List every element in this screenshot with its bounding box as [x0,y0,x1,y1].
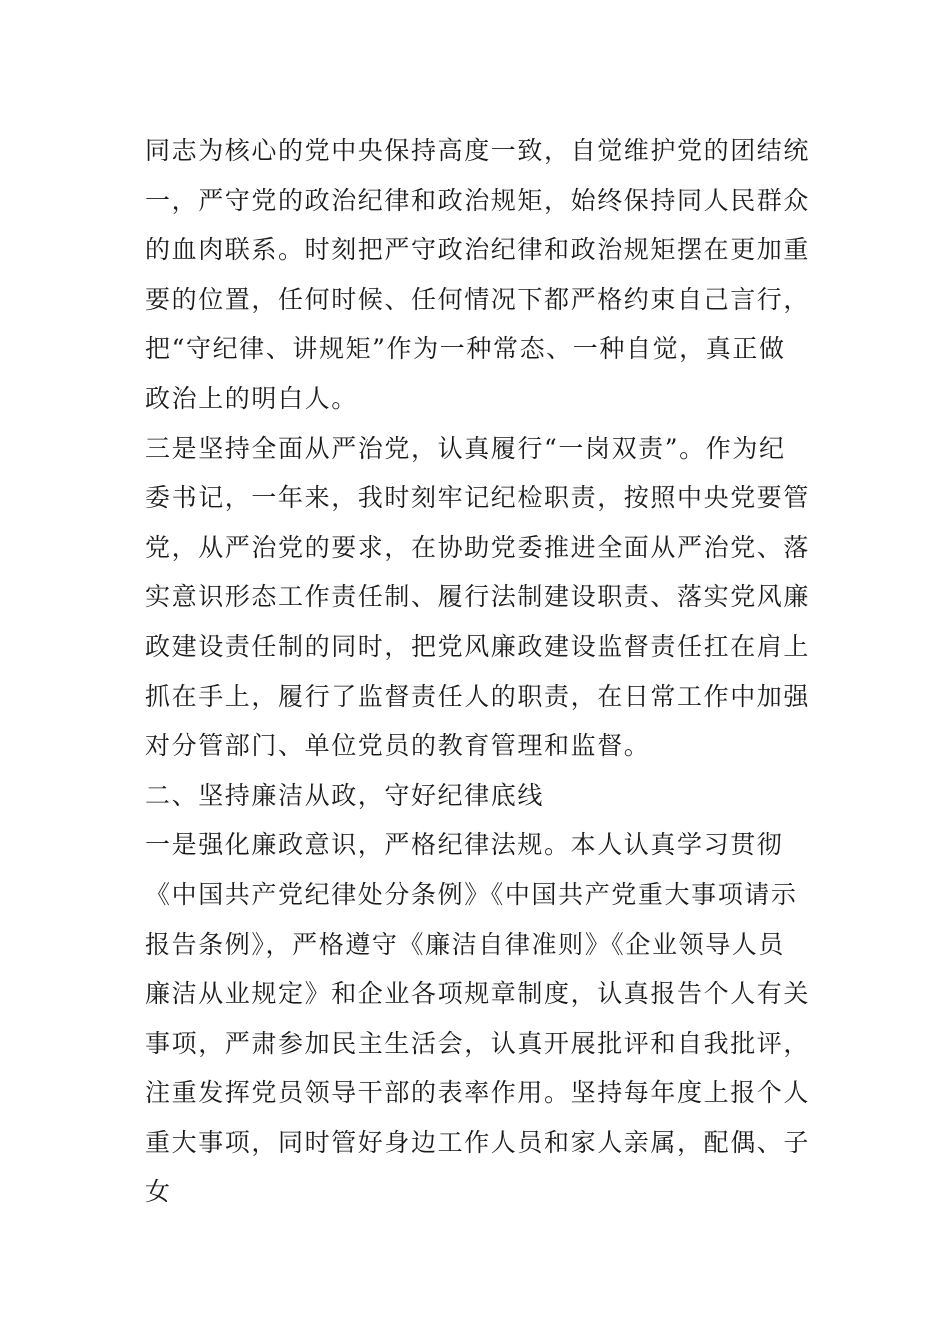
text-line: 抓在手上，履行了监督责任人的职责，在日常工作中加强 [145,681,811,711]
text-line: 三是坚持全面从严治党，认真履行“一岗双责”。作为纪 [145,433,786,463]
text-line: 廉洁从业规定》和企业各项规章制度，认真报告个人有关 [145,979,811,1009]
text-line: 女 [145,1177,172,1207]
text-line: 报告条例》，严格遵守《廉洁自律准则》《企业领导人员 [145,929,786,959]
document-body [145,126,811,1217]
text-line: 一，严守党的政治纪律和政治规矩，始终保持同人民群众 [145,185,811,215]
text-line: 的血肉联系。时刻把严守政治纪律和政治规矩摆在更加重 [145,235,811,265]
text-line: 一是强化廉政意识，严格纪律法规。本人认真学习贯彻 [145,830,784,860]
text-line: 重大事项，同时管好身边工作人员和家人亲属，配偶、子 [145,1127,811,1157]
text-line: 要的位置，任何时候、任何情况下都严格约束自己言行， [145,284,811,314]
text-line: 注重发挥党员领导干部的表率作用。坚持每年度上报个人 [145,1078,811,1108]
text-line: 委书记，一年来，我时刻牢记纪检职责，按照中央党要管 [145,483,811,513]
text-line: 政建设责任制的同时，把党风廉政建设监督责任扛在肩上 [145,631,811,661]
text-line: 同志为核心的党中央保持高度一致，自觉维护党的团结统 [145,136,811,165]
section-heading: 二、坚持廉洁从政，守好纪律底线 [145,780,545,810]
text-line: 事项，严肃参加民主生活会，认真开展批评和自我批评， [145,1028,811,1058]
text-line: 对分管部门、单位党员的教育管理和监督。 [145,731,651,761]
text-line: 把“守纪律、讲规矩”作为一种常态、一种自觉，真正做 [145,334,786,364]
text-line: 政治上的明白人。 [145,383,358,413]
text-line: 实意识形态工作责任制、履行法制建设职责、落实党风廉 [145,582,811,612]
text-line: 《中国共产党纪律处分条例》《中国共产党重大事项请示 [145,879,798,909]
text-line: 党，从严治党的要求，在协助党委推进全面从严治党、落 [145,532,811,562]
